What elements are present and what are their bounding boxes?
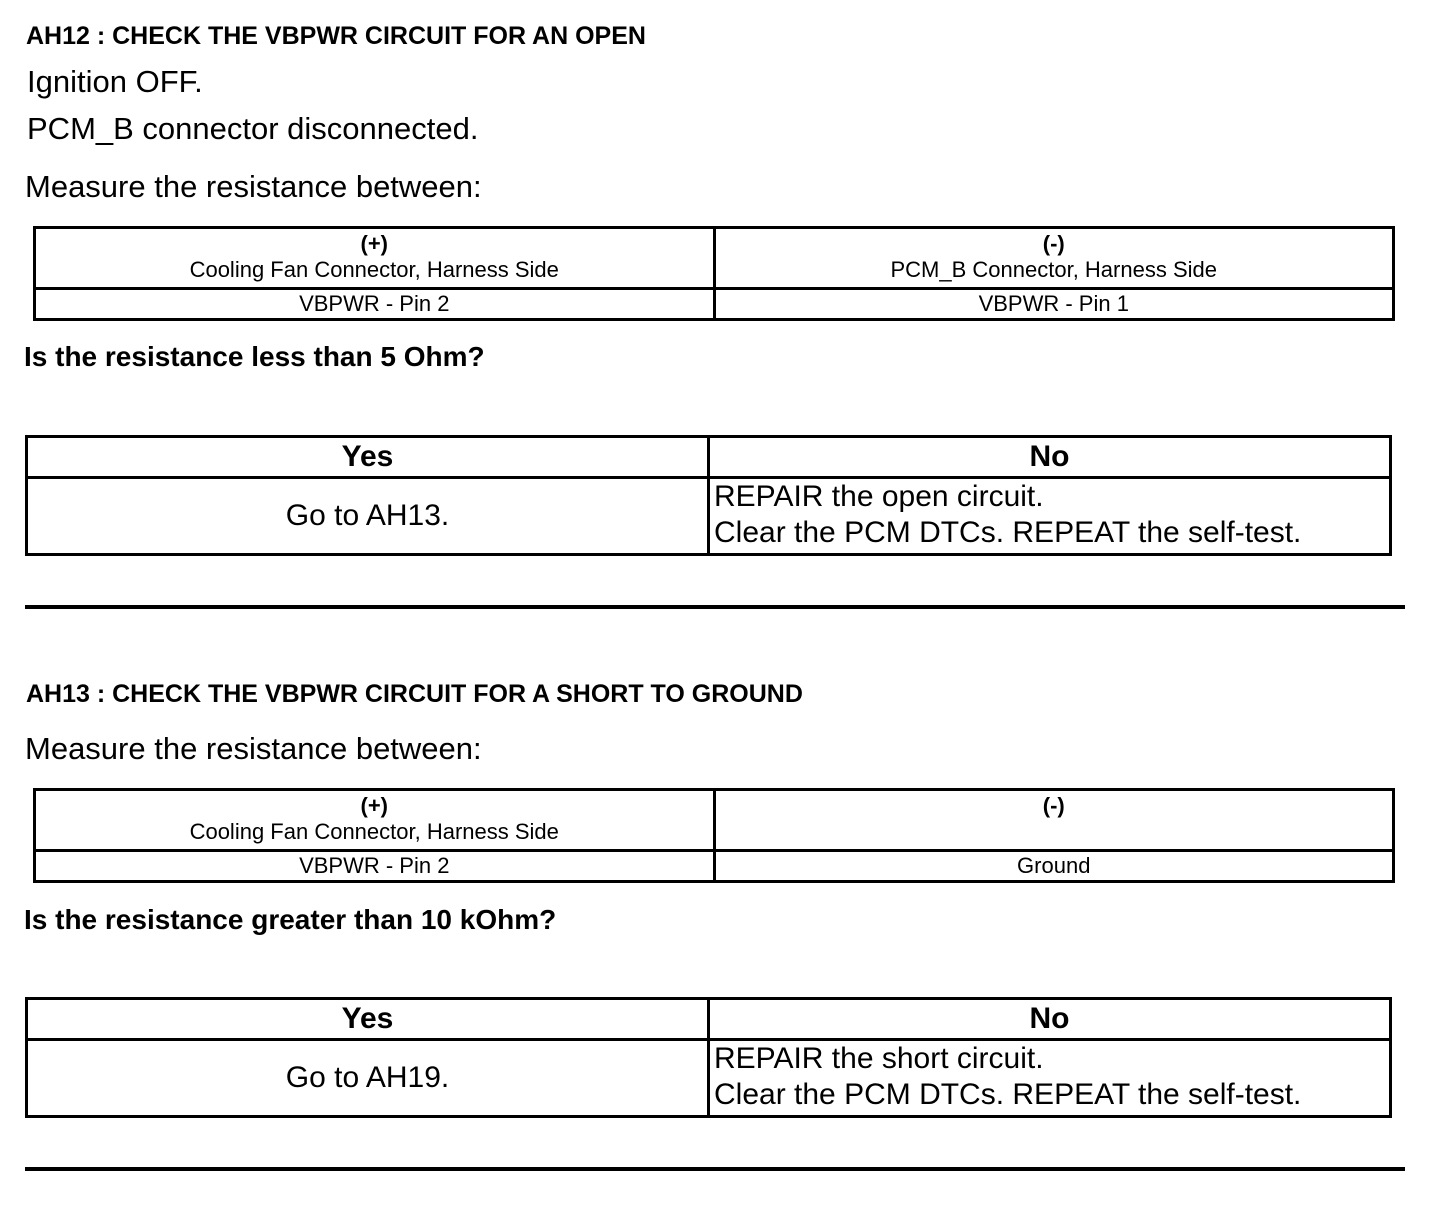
step-ah13-answer-table bbox=[25, 997, 1392, 1118]
no-action-line-2: Clear the PCM DTCs. REPEAT the self-test. bbox=[714, 1078, 1302, 1111]
yes-header: Yes bbox=[27, 999, 709, 1040]
plus-location: Cooling Fan Connector, Harness Side bbox=[189, 819, 559, 844]
plus-pin: VBPWR - Pin 2 bbox=[35, 851, 715, 882]
minus-sign: (-) bbox=[1042, 793, 1065, 818]
yes-action: Go to AH19. bbox=[27, 1040, 709, 1117]
step-ah13-measurement-table bbox=[33, 788, 1395, 883]
plus-sign: (+) bbox=[360, 793, 388, 818]
plus-location: Cooling Fan Connector, Harness Side bbox=[189, 257, 559, 282]
no-action bbox=[709, 1040, 1391, 1117]
step-ah13-instruction: Measure the resistance between: bbox=[25, 731, 482, 766]
no-header: No bbox=[709, 437, 1391, 478]
section-divider bbox=[25, 605, 1405, 609]
minus-probe-header bbox=[714, 228, 1394, 289]
minus-pin: VBPWR - Pin 1 bbox=[714, 289, 1394, 320]
minus-sign: (-) bbox=[1042, 231, 1065, 256]
no-action-line-1: REPAIR the open circuit. bbox=[714, 480, 1044, 513]
plus-pin: VBPWR - Pin 2 bbox=[35, 289, 715, 320]
step-ah13-title: AH13 : CHECK THE VBPWR CIRCUIT FOR A SHORT TO GROUND bbox=[26, 680, 803, 708]
condition-ignition-off: Ignition OFF. bbox=[27, 64, 203, 99]
plus-probe-header bbox=[35, 790, 715, 851]
condition-connector-disconnected: PCM_B connector disconnected. bbox=[27, 111, 479, 146]
step-ah12-answer-table bbox=[25, 435, 1392, 556]
no-action-line-2: Clear the PCM DTCs. REPEAT the self-test. bbox=[714, 516, 1302, 549]
step-ah12-measurement-table bbox=[33, 226, 1395, 321]
yes-action: Go to AH13. bbox=[27, 478, 709, 555]
yes-header: Yes bbox=[27, 437, 709, 478]
no-header: No bbox=[709, 999, 1391, 1040]
no-action bbox=[709, 478, 1391, 555]
minus-pin: Ground bbox=[714, 851, 1394, 882]
step-ah12-instruction: Measure the resistance between: bbox=[25, 169, 482, 204]
step-ah13-question: Is the resistance greater than 10 kOhm? bbox=[24, 904, 557, 935]
minus-probe-header bbox=[714, 790, 1394, 851]
no-action-line-1: REPAIR the short circuit. bbox=[714, 1042, 1044, 1075]
section-divider bbox=[25, 1167, 1405, 1171]
step-ah12-title: AH12 : CHECK THE VBPWR CIRCUIT FOR AN OPEN bbox=[26, 22, 646, 50]
plus-sign: (+) bbox=[360, 231, 388, 256]
step-ah12-question: Is the resistance less than 5 Ohm? bbox=[24, 341, 485, 372]
minus-location: PCM_B Connector, Harness Side bbox=[890, 257, 1217, 282]
plus-probe-header bbox=[35, 228, 715, 289]
